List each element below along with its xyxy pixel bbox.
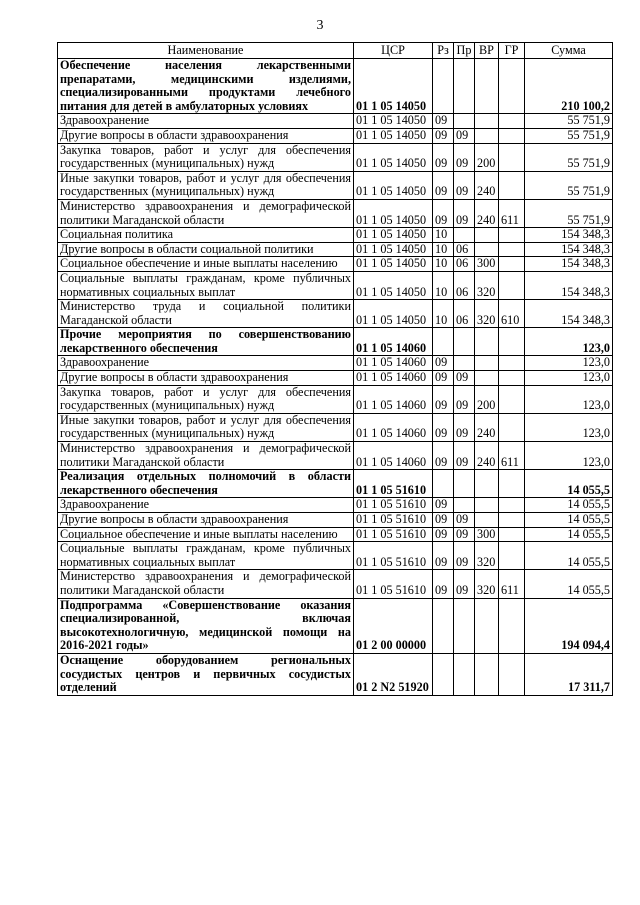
cell-pr (454, 114, 475, 129)
cell-gr (499, 653, 525, 695)
cell-pr: 09 (454, 143, 475, 171)
cell-gr (499, 598, 525, 653)
cell-sum: 14 055,5 (525, 498, 613, 513)
table-row (58, 257, 613, 272)
table-header-row (58, 43, 613, 59)
cell-name: Обеспечение населения лекарственными препаратами, медицинскими изделиями, специализированными продуктами лечебного питания для детей в амбулаторных условиях (58, 59, 354, 114)
cell-pr: 09 (454, 542, 475, 570)
table-row (58, 271, 613, 299)
cell-pr: 09 (454, 128, 475, 143)
cell-name: Прочие мероприятия по совершенствованию лекарственного обеспечения (58, 328, 354, 356)
cell-sum: 154 348,3 (525, 228, 613, 243)
cell-rz: 10 (433, 257, 454, 272)
cell-csr: 01 2 N2 51920 (354, 653, 433, 695)
cell-rz: 09 (433, 527, 454, 542)
cell-vr (475, 598, 499, 653)
table-row (58, 228, 613, 243)
cell-csr: 01 1 05 14060 (354, 356, 433, 371)
cell-gr (499, 143, 525, 171)
cell-vr: 320 (475, 542, 499, 570)
cell-gr: 611 (499, 199, 525, 227)
cell-name: Министерство здравоохранения и демографической политики Магаданской области (58, 199, 354, 227)
cell-gr: 610 (499, 300, 525, 328)
cell-vr (475, 114, 499, 129)
cell-sum: 194 094,4 (525, 598, 613, 653)
cell-gr (499, 385, 525, 413)
col-header-rz: Рз (433, 43, 454, 59)
cell-vr (475, 513, 499, 528)
cell-name: Другие вопросы в области здравоохранения (58, 128, 354, 143)
cell-name: Социальные выплаты гражданам, кроме публичных нормативных социальных выплат (58, 542, 354, 570)
table-row (58, 598, 613, 653)
cell-sum: 55 751,9 (525, 114, 613, 129)
cell-name: Другие вопросы в области здравоохранения (58, 513, 354, 528)
cell-sum: 14 055,5 (525, 470, 613, 498)
cell-pr (454, 653, 475, 695)
cell-csr: 01 1 05 14050 (354, 199, 433, 227)
cell-vr (475, 470, 499, 498)
table-row (58, 128, 613, 143)
cell-pr (454, 356, 475, 371)
cell-name: Иные закупки товаров, работ и услуг для обеспечения государственных (муниципальных) нужд (58, 171, 354, 199)
cell-sum: 14 055,5 (525, 527, 613, 542)
cell-sum: 210 100,2 (525, 59, 613, 114)
cell-rz (433, 470, 454, 498)
cell-csr: 01 1 05 51610 (354, 513, 433, 528)
col-header-sum: Сумма (525, 43, 613, 59)
cell-rz: 09 (433, 143, 454, 171)
cell-gr (499, 527, 525, 542)
cell-name: Министерство здравоохранения и демографической политики Магаданской области (58, 570, 354, 598)
cell-sum: 154 348,3 (525, 271, 613, 299)
table-row (58, 513, 613, 528)
cell-sum: 55 751,9 (525, 199, 613, 227)
col-header-name: Наименование (58, 43, 354, 59)
cell-csr: 01 1 05 14050 (354, 242, 433, 257)
cell-rz (433, 59, 454, 114)
col-header-csr: ЦСР (354, 43, 433, 59)
col-header-vr: ВР (475, 43, 499, 59)
table-row (58, 300, 613, 328)
cell-rz: 09 (433, 442, 454, 470)
cell-gr (499, 498, 525, 513)
cell-csr: 01 1 05 14060 (354, 371, 433, 386)
cell-rz: 10 (433, 242, 454, 257)
cell-name: Министерство труда и социальной политики Магаданской области (58, 300, 354, 328)
cell-rz: 10 (433, 271, 454, 299)
cell-name: Здравоохранение (58, 356, 354, 371)
cell-gr: 611 (499, 442, 525, 470)
cell-gr (499, 328, 525, 356)
cell-sum: 123,0 (525, 385, 613, 413)
cell-pr: 09 (454, 385, 475, 413)
table-row (58, 328, 613, 356)
cell-sum: 123,0 (525, 442, 613, 470)
cell-rz: 10 (433, 228, 454, 243)
table-row (58, 527, 613, 542)
cell-csr: 01 2 00 00000 (354, 598, 433, 653)
cell-vr: 200 (475, 385, 499, 413)
cell-gr (499, 59, 525, 114)
cell-name: Иные закупки товаров, работ и услуг для обеспечения государственных (муниципальных) нужд (58, 413, 354, 441)
cell-name: Закупка товаров, работ и услуг для обеспечения государственных (муниципальных) нужд (58, 385, 354, 413)
table-row (58, 371, 613, 386)
col-header-pr: Пр (454, 43, 475, 59)
budget-table (57, 42, 613, 696)
cell-pr (454, 59, 475, 114)
cell-gr (499, 356, 525, 371)
cell-pr: 06 (454, 242, 475, 257)
cell-gr (499, 371, 525, 386)
cell-sum: 14 055,5 (525, 542, 613, 570)
cell-rz: 09 (433, 570, 454, 598)
cell-gr (499, 171, 525, 199)
cell-rz (433, 328, 454, 356)
cell-vr: 300 (475, 257, 499, 272)
cell-pr (454, 228, 475, 243)
cell-gr (499, 271, 525, 299)
cell-csr: 01 1 05 14060 (354, 413, 433, 441)
cell-pr: 09 (454, 199, 475, 227)
cell-name: Другие вопросы в области социальной политики (58, 242, 354, 257)
table-row (58, 356, 613, 371)
cell-gr (499, 470, 525, 498)
cell-rz: 09 (433, 413, 454, 441)
cell-sum: 123,0 (525, 356, 613, 371)
table-row (58, 470, 613, 498)
cell-pr: 09 (454, 442, 475, 470)
cell-csr: 01 1 05 51610 (354, 470, 433, 498)
cell-vr (475, 128, 499, 143)
cell-name: Закупка товаров, работ и услуг для обеспечения государственных (муниципальных) нужд (58, 143, 354, 171)
cell-vr (475, 328, 499, 356)
cell-pr: 09 (454, 513, 475, 528)
cell-rz: 09 (433, 498, 454, 513)
cell-csr: 01 1 05 14050 (354, 59, 433, 114)
table-row (58, 114, 613, 129)
cell-csr: 01 1 05 14050 (354, 228, 433, 243)
cell-csr: 01 1 05 14050 (354, 114, 433, 129)
cell-pr: 09 (454, 570, 475, 598)
cell-sum: 55 751,9 (525, 171, 613, 199)
cell-pr: 09 (454, 171, 475, 199)
cell-name: Подпрограмма «Совершенствование оказания специализированной, включая высокотехнологичную, медицинской помощи на 2016-2021 годы» (58, 598, 354, 653)
table-row (58, 413, 613, 441)
cell-vr (475, 228, 499, 243)
table-row (58, 570, 613, 598)
cell-pr: 09 (454, 413, 475, 441)
cell-csr: 01 1 05 51610 (354, 498, 433, 513)
table-row (58, 385, 613, 413)
cell-vr (475, 371, 499, 386)
cell-gr (499, 542, 525, 570)
cell-csr: 01 1 05 51610 (354, 527, 433, 542)
cell-vr: 240 (475, 442, 499, 470)
cell-gr (499, 228, 525, 243)
table-row (58, 59, 613, 114)
cell-name: Здравоохранение (58, 498, 354, 513)
cell-csr: 01 1 05 51610 (354, 570, 433, 598)
cell-rz: 09 (433, 171, 454, 199)
cell-vr: 320 (475, 271, 499, 299)
cell-csr: 01 1 05 14050 (354, 300, 433, 328)
cell-gr (499, 114, 525, 129)
cell-csr: 01 1 05 14060 (354, 328, 433, 356)
cell-vr: 240 (475, 199, 499, 227)
table-row (58, 171, 613, 199)
cell-rz: 10 (433, 300, 454, 328)
cell-vr (475, 653, 499, 695)
cell-pr: 06 (454, 257, 475, 272)
cell-gr (499, 513, 525, 528)
cell-vr: 200 (475, 143, 499, 171)
cell-csr: 01 1 05 14050 (354, 271, 433, 299)
cell-csr: 01 1 05 51610 (354, 542, 433, 570)
cell-rz: 09 (433, 199, 454, 227)
cell-name: Министерство здравоохранения и демографической политики Магаданской области (58, 442, 354, 470)
cell-gr: 611 (499, 570, 525, 598)
cell-name: Социальное обеспечение и иные выплаты населению (58, 257, 354, 272)
cell-sum: 55 751,9 (525, 143, 613, 171)
cell-name: Социальная политика (58, 228, 354, 243)
cell-name: Оснащение оборудованием региональных сосудистых центров и первичных сосудистых отделений (58, 653, 354, 695)
cell-sum: 14 055,5 (525, 570, 613, 598)
cell-sum: 123,0 (525, 328, 613, 356)
cell-name: Реализация отдельных полномочий в области лекарственного обеспечения (58, 470, 354, 498)
cell-rz: 09 (433, 513, 454, 528)
cell-vr: 320 (475, 570, 499, 598)
cell-sum: 55 751,9 (525, 128, 613, 143)
cell-rz: 09 (433, 371, 454, 386)
cell-sum: 154 348,3 (525, 257, 613, 272)
cell-name: Другие вопросы в области здравоохранения (58, 371, 354, 386)
cell-pr (454, 498, 475, 513)
cell-gr (499, 413, 525, 441)
cell-sum: 123,0 (525, 413, 613, 441)
cell-gr (499, 128, 525, 143)
cell-pr (454, 470, 475, 498)
cell-sum: 154 348,3 (525, 300, 613, 328)
cell-name: Здравоохранение (58, 114, 354, 129)
cell-vr: 300 (475, 527, 499, 542)
cell-pr: 09 (454, 527, 475, 542)
table-row (58, 653, 613, 695)
cell-gr (499, 242, 525, 257)
cell-vr (475, 59, 499, 114)
table-row (58, 498, 613, 513)
table-row (58, 199, 613, 227)
cell-gr (499, 257, 525, 272)
table-body (58, 59, 613, 696)
cell-csr: 01 1 05 14050 (354, 143, 433, 171)
cell-rz: 09 (433, 542, 454, 570)
page-number: 3 (316, 18, 324, 33)
cell-pr: 06 (454, 300, 475, 328)
cell-vr: 240 (475, 413, 499, 441)
cell-csr: 01 1 05 14050 (354, 171, 433, 199)
cell-vr (475, 356, 499, 371)
cell-pr: 06 (454, 271, 475, 299)
table-row (58, 143, 613, 171)
cell-sum: 123,0 (525, 371, 613, 386)
cell-pr (454, 598, 475, 653)
cell-vr (475, 242, 499, 257)
table-row (58, 542, 613, 570)
cell-rz: 09 (433, 356, 454, 371)
table-row (58, 242, 613, 257)
cell-pr (454, 328, 475, 356)
cell-name: Социальные выплаты гражданам, кроме публичных нормативных социальных выплат (58, 271, 354, 299)
cell-sum: 154 348,3 (525, 242, 613, 257)
cell-vr: 240 (475, 171, 499, 199)
cell-csr: 01 1 05 14050 (354, 257, 433, 272)
cell-csr: 01 1 05 14050 (354, 128, 433, 143)
cell-sum: 17 311,7 (525, 653, 613, 695)
cell-rz (433, 653, 454, 695)
cell-vr (475, 498, 499, 513)
cell-pr: 09 (454, 371, 475, 386)
cell-rz (433, 598, 454, 653)
cell-name: Социальное обеспечение и иные выплаты населению (58, 527, 354, 542)
cell-csr: 01 1 05 14060 (354, 385, 433, 413)
table-row (58, 442, 613, 470)
cell-sum: 14 055,5 (525, 513, 613, 528)
cell-rz: 09 (433, 114, 454, 129)
cell-rz: 09 (433, 128, 454, 143)
cell-rz: 09 (433, 385, 454, 413)
col-header-gr: ГР (499, 43, 525, 59)
cell-csr: 01 1 05 14060 (354, 442, 433, 470)
cell-vr: 320 (475, 300, 499, 328)
